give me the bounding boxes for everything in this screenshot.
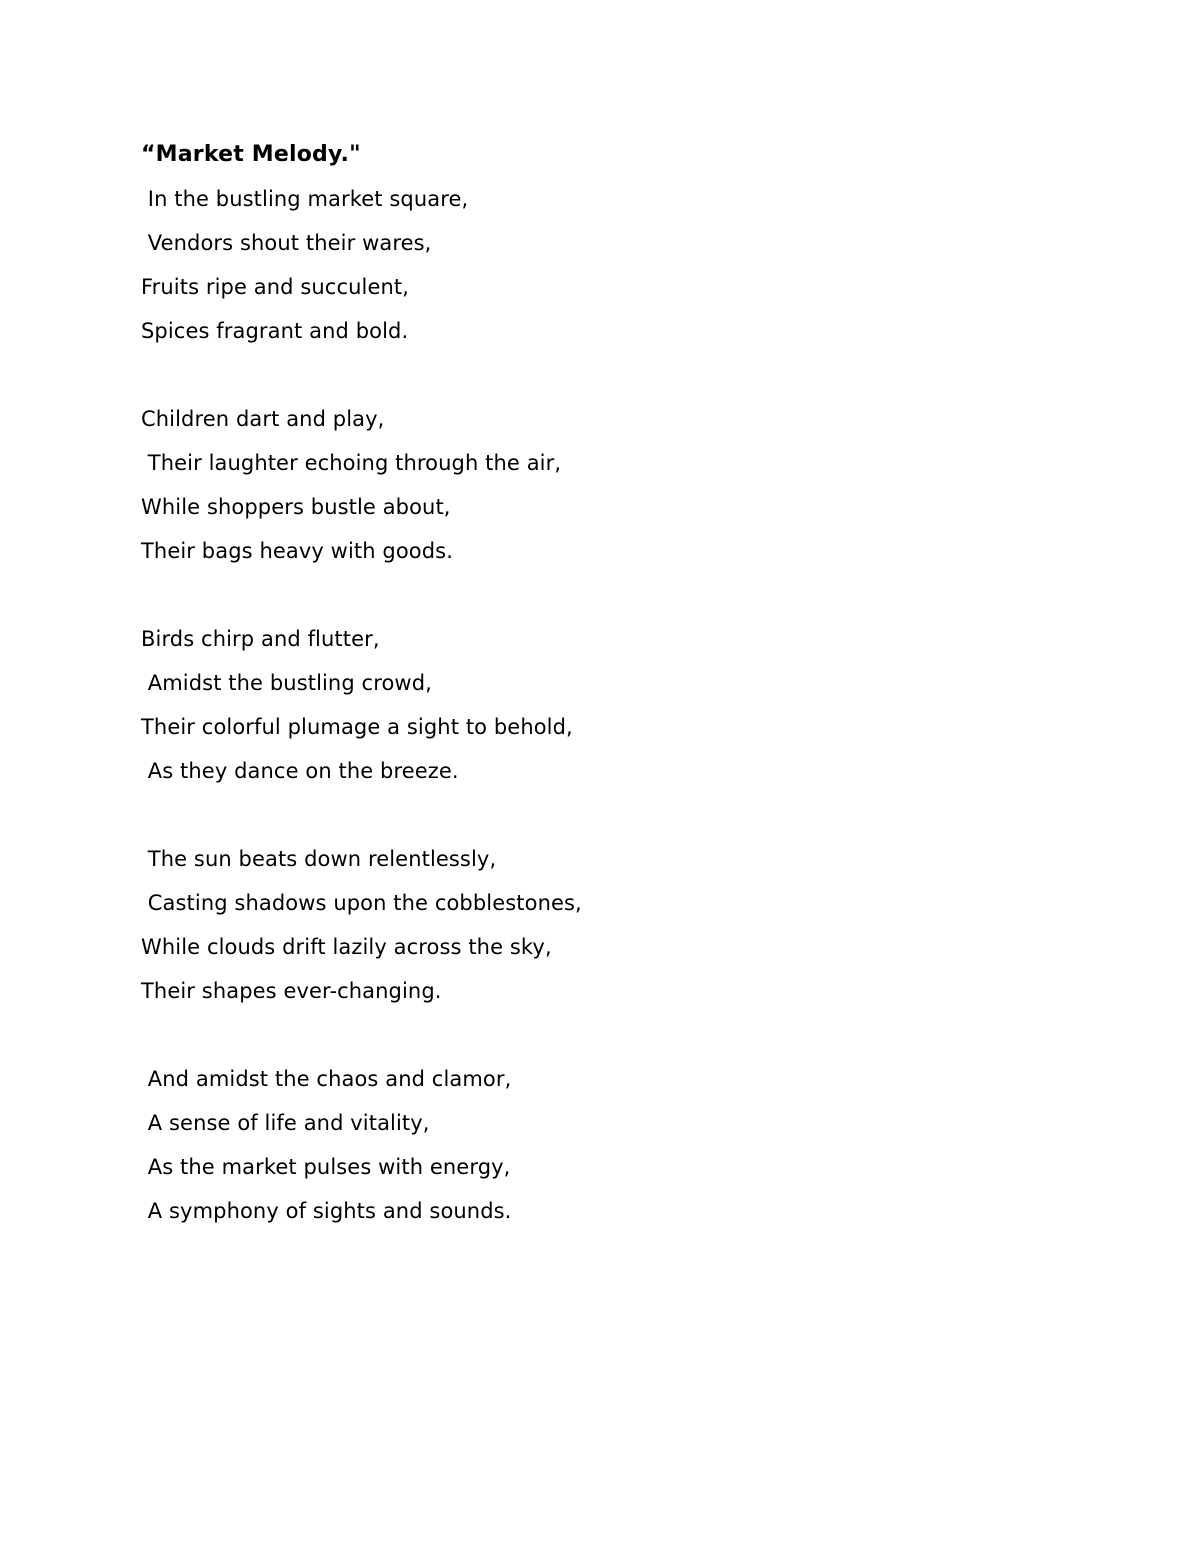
poem-line: Amidst the bustling crowd, bbox=[141, 671, 432, 695]
poem-line: A symphony of sights and sounds. bbox=[141, 1199, 512, 1223]
poem-line: Their colorful plumage a sight to behold, bbox=[141, 715, 573, 739]
poem-line: While clouds drift lazily across the sky, bbox=[141, 935, 552, 959]
poem-line: As the market pulses with energy, bbox=[141, 1155, 511, 1179]
poem-line: Vendors shout their wares, bbox=[141, 231, 432, 255]
poem-line: And amidst the chaos and clamor, bbox=[141, 1067, 512, 1091]
poem-title: “Market Melody." bbox=[141, 142, 361, 167]
poem-line: As they dance on the breeze. bbox=[141, 759, 459, 783]
poem-line: While shoppers bustle about, bbox=[141, 495, 451, 519]
poem-line: Casting shadows upon the cobblestones, bbox=[141, 891, 582, 915]
poem-line: The sun beats down relentlessly, bbox=[141, 847, 497, 871]
poem-line: Fruits ripe and succulent, bbox=[141, 275, 409, 299]
poem-line: A sense of life and vitality, bbox=[141, 1111, 430, 1135]
poem-line: Their laughter echoing through the air, bbox=[141, 451, 562, 475]
poem-line: Their bags heavy with goods. bbox=[141, 539, 453, 563]
poem-line: In the bustling market square, bbox=[141, 187, 469, 211]
poem-line: Children dart and play, bbox=[141, 407, 385, 431]
poem-line: Their shapes ever-changing. bbox=[141, 979, 442, 1003]
poem-line: Birds chirp and flutter, bbox=[141, 627, 380, 651]
poem-line: Spices fragrant and bold. bbox=[141, 319, 409, 343]
